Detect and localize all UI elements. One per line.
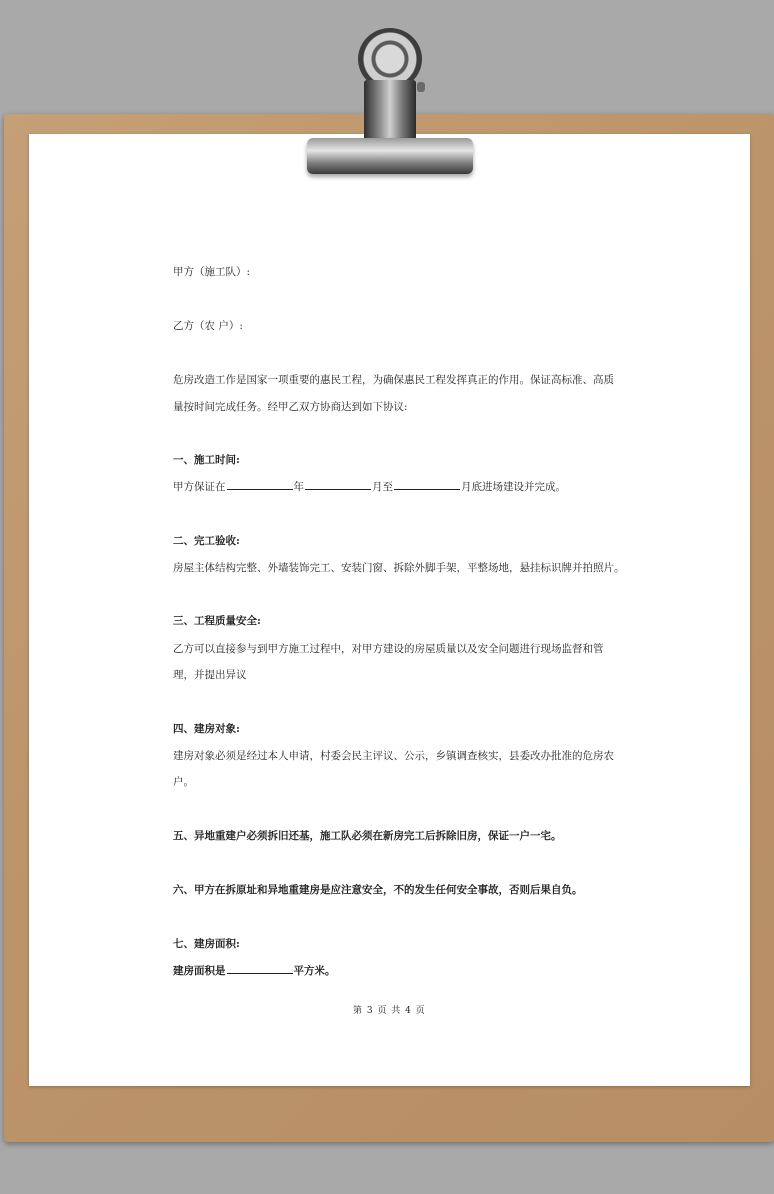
clip-pin: [417, 82, 425, 92]
section-6-text: 六、甲方在拆原址和异地重建房是应注意安全，不的发生任何安全事故，否则后果自负。: [173, 884, 583, 896]
section-1-title: 一、施工时间:: [173, 454, 240, 466]
document-page: [29, 134, 750, 1086]
s1-year: 年: [293, 481, 304, 493]
section-1-text: [173, 479, 566, 494]
s1-suffix: 月底进场建设并完成。: [461, 481, 566, 493]
section-2-text: 房屋主体结构完整、外墙装饰完工、安装门窗、拆除外脚手架，平整场地，悬挂标识牌并拍照片。: [173, 562, 625, 574]
s1-month-to: 月至: [372, 481, 393, 493]
section-7-text: [173, 963, 336, 978]
section-7-title: 七、建房面积:: [173, 938, 240, 950]
section-4-title: 四、建房对象:: [173, 723, 240, 735]
section-4-line-1: 建房对象必须是经过本人申请，村委会民主评议、公示，乡镇调查核实，县委改办批准的危房农: [173, 750, 614, 762]
section-3-title: 三、工程质量安全:: [173, 615, 261, 627]
month-start-blank: [305, 479, 371, 490]
section-5-text: 五、异地重建户必须拆旧还基，施工队必须在新房完工后拆除旧房，保证一户一宅。: [173, 830, 562, 842]
binder-clip-body: [364, 80, 416, 142]
s7-suffix: 平方米。: [293, 965, 336, 977]
binder-clip-base: [307, 138, 473, 174]
page-footer: 第 3 页 共 4 页: [353, 1006, 426, 1016]
area-blank: [227, 963, 293, 974]
party-a-line: 甲方（施工队）:: [173, 266, 251, 278]
section-3-line-1: 乙方可以直接参与到甲方施工过程中，对甲方建设的房屋质量以及安全问题进行现场监督和管: [173, 643, 604, 655]
section-3-line-2: 理，并提出异议: [173, 669, 247, 681]
intro-line-2: 量按时间完成任务。经甲乙双方协商达到如下协议:: [173, 401, 408, 413]
month-end-blank: [394, 479, 460, 490]
year-blank: [227, 479, 293, 490]
section-2-title: 二、完工验收:: [173, 535, 240, 547]
party-b-line: 乙方（农 户）:: [173, 320, 243, 332]
s7-prefix: 建房面积是: [173, 965, 226, 977]
section-4-line-2: 户。: [173, 776, 194, 788]
s1-prefix: 甲方保证在: [173, 481, 226, 493]
intro-line-1: 危房改造工作是国家一项重要的惠民工程，为确保惠民工程发挥真正的作用。保证高标准、高质: [173, 374, 614, 386]
